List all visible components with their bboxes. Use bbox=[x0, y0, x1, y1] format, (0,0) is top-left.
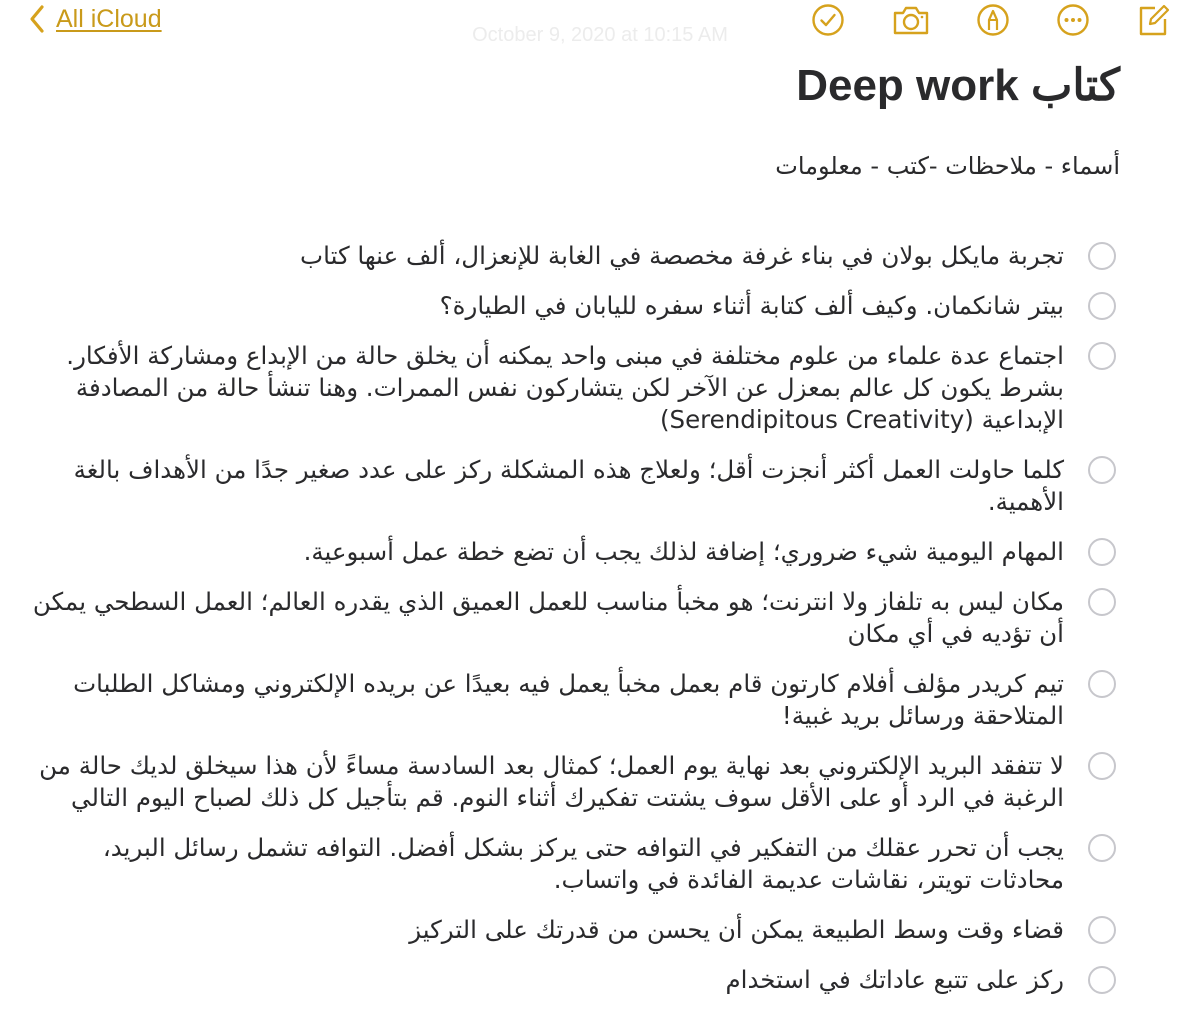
checkbox-circle-icon[interactable] bbox=[1088, 966, 1116, 994]
back-button-label: All iCloud bbox=[56, 4, 162, 33]
compose-icon[interactable] bbox=[1135, 2, 1171, 38]
checkbox-circle-icon[interactable] bbox=[1088, 292, 1116, 320]
checklist-item bbox=[26, 668, 1116, 732]
note-tags-line[interactable]: أسماء - ملاحظات -كتب - معلومات bbox=[775, 152, 1120, 180]
checklist-item bbox=[26, 914, 1116, 946]
checklist-item-text[interactable]: اجتماع عدة علماء من علوم مختلفة في مبنى واحد يمكنه أن يخلق حالة من الإبداع ومشاركة الأفكار. بشرط يكون كل عالم بمعزل عن الآخر لكن يتشاركون نفس الممرات. وهنا تنشأ حالة من المصادفة الإبداعية (Serendipitous Creativity) bbox=[66, 341, 1064, 434]
checklist-item bbox=[26, 240, 1116, 272]
checklist-item-text[interactable]: يجب أن تحرر عقلك من التفكير في التوافه حتى يركز بشكل أفضل. التوافه تشمل رسائل البريد، محادثات تويتر، نقاشات عديمة الفائدة في واتساب. bbox=[102, 833, 1064, 894]
checklist-item-text[interactable]: مكان ليس به تلفاز ولا انترنت؛ هو مخبأ مناسب للعمل العميق الذي يقدره العالم؛ العمل السطحي يمكن أن تؤديه في أي مكان bbox=[32, 587, 1064, 648]
checkbox-circle-icon[interactable] bbox=[1088, 916, 1116, 944]
note-title[interactable]: كتاب Deep work bbox=[796, 61, 1120, 110]
checkbox-circle-icon[interactable] bbox=[1088, 242, 1116, 270]
checklist-item-text[interactable]: قضاء وقت وسط الطبيعة يمكن أن يحسن من قدرتك على التركيز bbox=[409, 915, 1064, 944]
checklist-item-text[interactable]: بيتر شانكمان. وكيف ألف كتابة أثناء سفره لليابان في الطيارة؟ bbox=[439, 291, 1064, 320]
markup-pen-icon[interactable] bbox=[975, 2, 1011, 38]
checklist-item-text[interactable]: تجربة مايكل بولان في بناء غرفة مخصصة في الغابة للإنعزال، ألف عنها كتاب bbox=[300, 241, 1064, 270]
checkbox-circle-icon[interactable] bbox=[1088, 456, 1116, 484]
checklist-item-text[interactable]: لا تتفقد البريد الإلكتروني بعد نهاية يوم العمل؛ كمثال بعد السادسة مساءً لأن هذا سيخلق لديك حالة من الرغبة في الرد أو على الأقل سوف يشتت تفكيرك أثناء النوم. قم بتأجيل كل ذلك لصباح اليوم التالي bbox=[39, 751, 1064, 812]
checklist-item bbox=[26, 750, 1116, 814]
note-toolbar bbox=[0, 0, 1200, 48]
checkbox-circle-icon[interactable] bbox=[1088, 342, 1116, 370]
checklist-item bbox=[26, 832, 1116, 896]
note-timestamp: October 9, 2020 at 10:15 AM bbox=[472, 24, 728, 46]
checkbox-circle-icon[interactable] bbox=[1088, 538, 1116, 566]
checklist-icon[interactable] bbox=[810, 2, 846, 38]
note-body bbox=[70, 56, 1120, 182]
checklist-item bbox=[26, 586, 1116, 650]
checklist-item bbox=[26, 340, 1116, 436]
checklist-item bbox=[26, 454, 1116, 518]
checklist bbox=[26, 240, 1116, 996]
checklist-item-text[interactable]: المهام اليومية شيء ضروري؛ إضافة لذلك يجب أن تضع خطة عمل أسبوعية. bbox=[303, 537, 1064, 566]
checkbox-circle-icon[interactable] bbox=[1088, 834, 1116, 862]
checklist-item-text[interactable]: كلما حاولت العمل أكثر أنجزت أقل؛ ولعلاج هذه المشكلة ركز على عدد صغير جدًا من الأهداف بالغة الأهمية. bbox=[73, 455, 1064, 516]
checklist-item bbox=[26, 290, 1116, 322]
checklist-item bbox=[26, 536, 1116, 568]
more-icon[interactable] bbox=[1055, 2, 1091, 38]
checkbox-circle-icon[interactable] bbox=[1088, 670, 1116, 698]
camera-icon[interactable] bbox=[890, 2, 932, 38]
checklist-item-text[interactable]: ركز على تتبع عاداتك في استخدام bbox=[725, 965, 1064, 994]
checklist-item-text[interactable]: تيم كريدر مؤلف أفلام كارتون قام بعمل مخبأ يعمل فيه بعيدًا عن بريده الإلكتروني ومشاكل الطلبات المتلاحقة ورسائل بريد غبية! bbox=[73, 669, 1064, 730]
checkbox-circle-icon[interactable] bbox=[1088, 752, 1116, 780]
checkbox-circle-icon[interactable] bbox=[1088, 588, 1116, 616]
checklist-item bbox=[26, 964, 1116, 996]
